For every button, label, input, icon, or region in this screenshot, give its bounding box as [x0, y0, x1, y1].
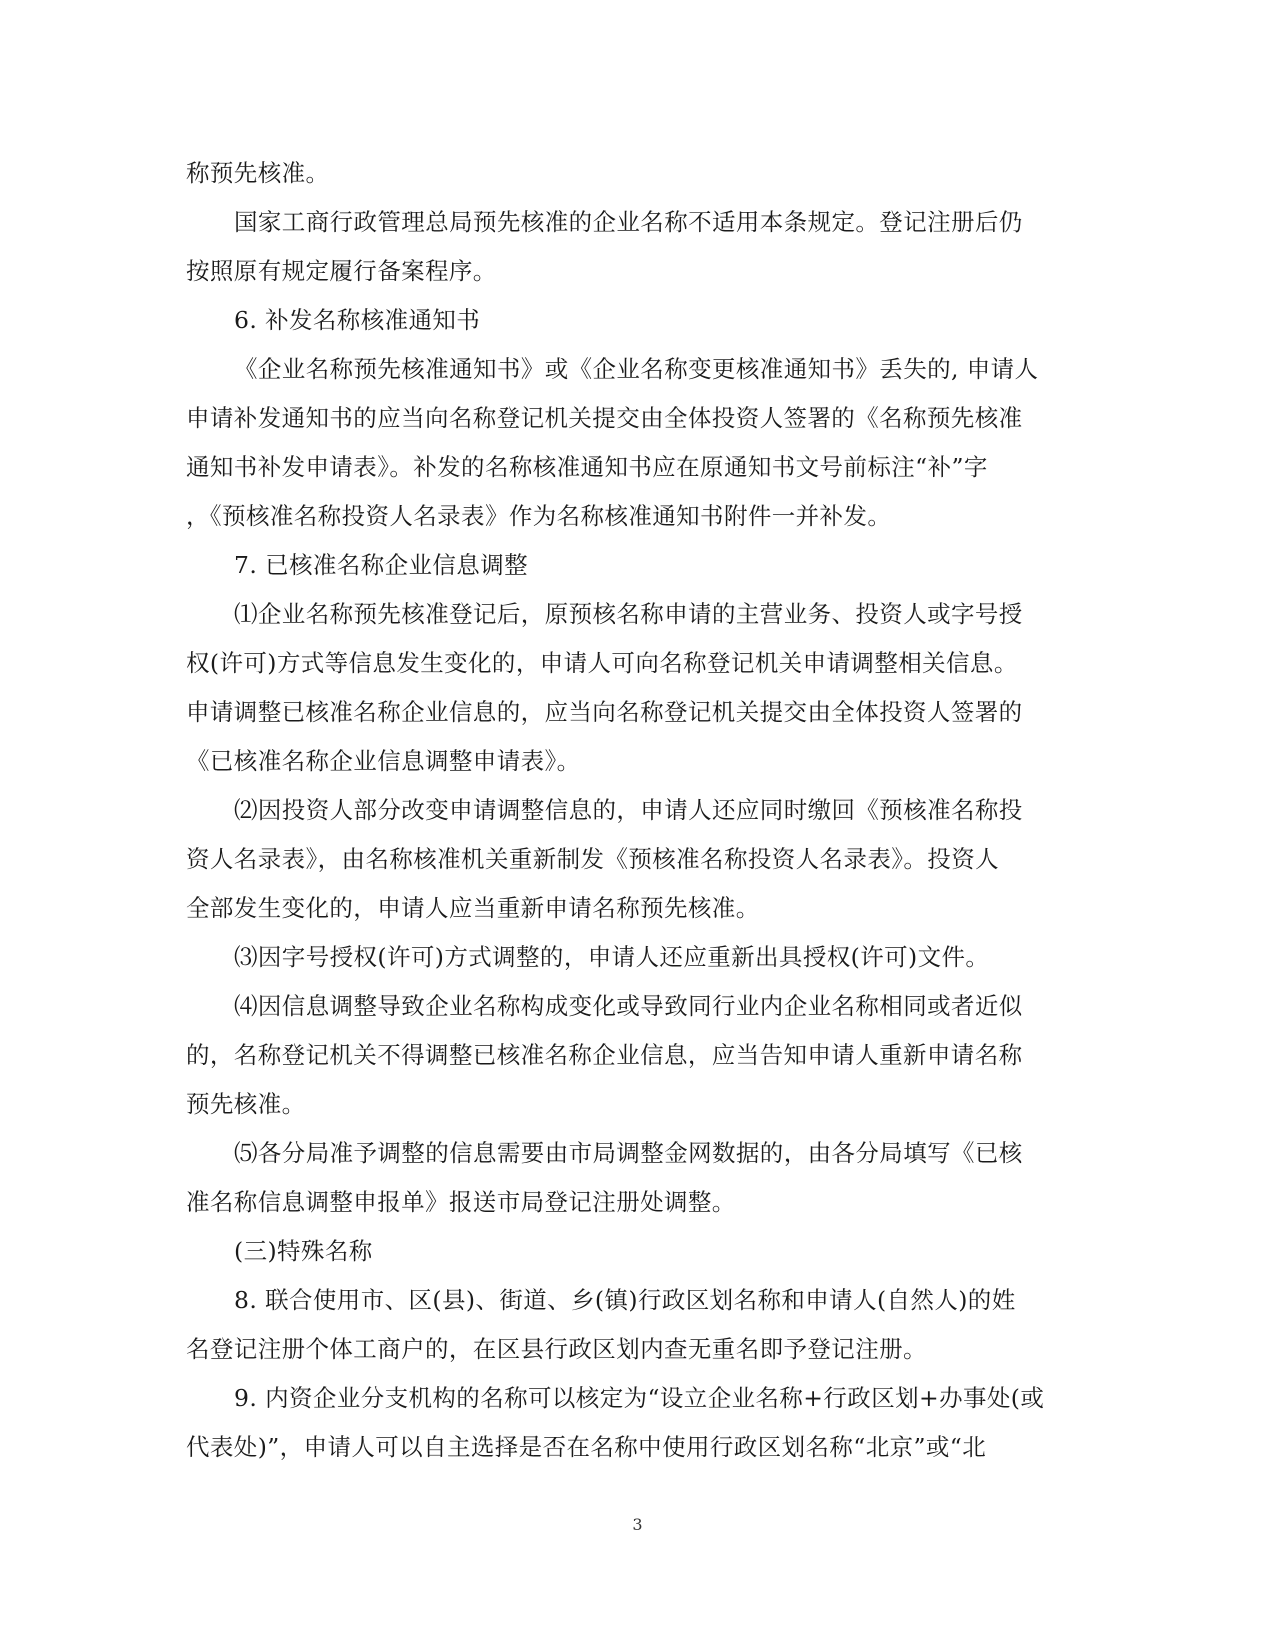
text-line: ⑴企业名称预先核准登记后，原预核名称申请的主营业务、投资人或字号授 [234, 600, 1023, 628]
text-line: ⑷因信息调整导致企业名称构成变化或导致同行业内企业名称相同或者近似 [234, 992, 1023, 1020]
text-line: 《已核准名称企业信息调整申请表》。 [186, 747, 581, 775]
text-line: 权(许可)方式等信息发生变化的，申请人可向名称登记机关申请调整相关信息。 [186, 649, 1018, 677]
text-line: 全部发生变化的，申请人应当重新申请名称预先核准。 [186, 894, 760, 922]
text-line: 申请补发通知书的应当向名称登记机关提交由全体投资人签署的《名称预先核准 [186, 404, 1023, 432]
text-line: 9. 内资企业分支机构的名称可以核定为“设立企业名称+行政区划+办事处(或 [234, 1384, 1045, 1412]
text-line: 称预先核准。 [186, 159, 330, 187]
text-line: 代表处)”，申请人可以自主选择是否在名称中使用行政区划名称“北京”或“北 [186, 1433, 987, 1461]
page-number: 3 [632, 1515, 643, 1534]
text-line: ，《预核准名称投资人名录表》作为名称核准通知书附件一并补发。 [186, 502, 892, 530]
text-line: ⑵因投资人部分改变申请调整信息的，申请人还应同时缴回《预核准名称投 [234, 796, 1023, 824]
text-line: 按照原有规定履行备案程序。 [186, 257, 497, 285]
text-line: 名登记注册个体工商户的，在区县行政区划内查无重名即予登记注册。 [186, 1335, 927, 1363]
text-line: (三)特殊名称 [234, 1237, 373, 1265]
text-line: 预先核准。 [186, 1090, 306, 1118]
text-line: ⑶因字号授权(许可)方式调整的，申请人还应重新出具授权(许可)文件。 [234, 943, 990, 971]
text-line: 资人名录表》，由名称核准机关重新制发《预核准名称投资人名录表》。投资人 [186, 845, 999, 873]
text-line: 6. 补发名称核准通知书 [234, 306, 481, 334]
text-line: ⑸各分局准予调整的信息需要由市局调整金网数据的，由各分局填写《已核 [234, 1139, 1023, 1167]
text-line: 的，名称登记机关不得调整已核准名称企业信息，应当告知申请人重新申请名称 [186, 1041, 1023, 1069]
text-line: 8. 联合使用市、区(县)、街道、乡(镇)行政区划名称和申请人(自然人)的姓 [234, 1286, 1016, 1314]
body-text [186, 149, 1066, 1472]
text-line: 《企业名称预先核准通知书》或《企业名称变更核准通知书》丢失的, 申请人 [234, 355, 1039, 383]
text-line: 准名称信息调整申报单》报送市局登记注册处调整。 [186, 1188, 736, 1216]
text-line: 通知书补发申请表》。补发的名称核准通知书应在原通知书文号前标注“补”字 [186, 453, 988, 481]
text-line: 申请调整已核准名称企业信息的，应当向名称登记机关提交由全体投资人签署的 [186, 698, 1023, 726]
text-line: 7. 已核准名称企业信息调整 [234, 551, 528, 579]
text-line: 国家工商行政管理总局预先核准的企业名称不适用本条规定。登记注册后仍 [234, 208, 1023, 236]
